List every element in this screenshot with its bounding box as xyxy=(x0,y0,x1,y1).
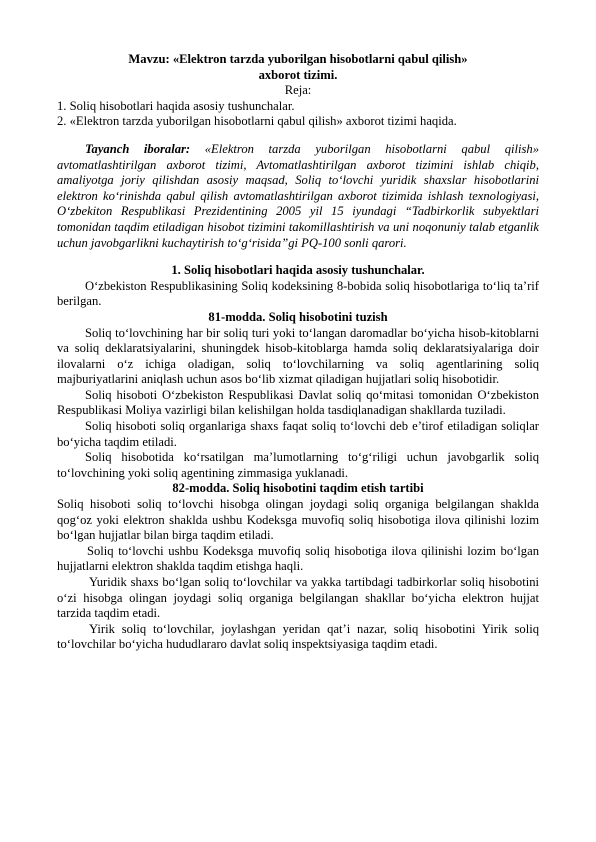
article-82-paragraph-4: Yirik soliq to‘lovchilar, joylashgan yeridan qat’i nazar, soliq hisobotini Yirik soliq to‘lovchilar bo‘yicha hududlararo davlat soliq inspektsiyasiga taqdim etadi. xyxy=(57,621,539,652)
spacer xyxy=(57,130,539,142)
plan-item-1: 1. Soliq hisobotlari haqida asosiy tushunchalar. xyxy=(57,98,295,113)
keywords-paragraph xyxy=(57,142,539,251)
article-81-paragraph-1: Soliq to‘lovchining har bir soliq turi yoki to‘langan daromadlar bo‘yicha hisob-kitoblarni va soliq deklaratsiyalarini, shuningdek hisob-kitoblarga hamda soliq deklaratsiyalariga doir ilovalarni o‘z ichiga oladigan, soliq to‘lovchilarning va soliq agentlarining soliq majburiyatlarini aniqlash uchun asos bo‘lib xizmat qiladigan hujjatlari soliq hisobotidir. xyxy=(57,325,539,387)
spacer xyxy=(57,251,539,263)
document-page xyxy=(57,52,539,653)
article-82-paragraph-1: Soliq hisoboti soliq to‘lovchi hisobga olingan joydagi soliq organiga belgilangan shaklda qog‘oz yoki elektron shaklda ushbu Kodeksga muvofiq soliq hisobotiga ilova qilinishi lozim bo‘lgan hujjatlar bilan birga taqdim etiladi. xyxy=(57,497,539,543)
plan-item-2: 2. «Elektron tarzda yuborilgan hisobotlarni qabul qilish» axborot tizimi haqida. xyxy=(57,114,457,129)
article-82-paragraph-2: Soliq to‘lovchi ushbu Kodeksga muvofiq soliq hisobotiga ilova qilinishi lozim bo‘lgan hujjatlarni elektron shaklda taqdim etishga haqli. xyxy=(57,543,539,574)
document-title-line-1: Mavzu: «Elektron tarzda yuborilgan hisobotlarni qabul qilish» xyxy=(128,52,468,66)
plan-heading: Reja: xyxy=(284,83,312,98)
keywords-text: «Elektron tarzda yuborilgan hisobotlarni qabul qilish» avtomatlashtirilgan axborot tizimi, Avtomatlashtirilgan axborot tizimini ishlab chiqib, amaliyotga joriy qilishdan asosiy maqsad, Soliq to‘lovchi yuridik shaxslar hisobotlarini elektron ko‘rinishda qabul qilish avtomatlashtirilgan axborot tizimida ishlash texnologiyasi, O‘zbekiton Respublikasi Prezidentining 2005 yil 15 iyundagi “Tadbirkorlik subyektlari tomonidan taqdim etiladigan hisobot tizimini takomillashtirish va uni noqonuniy talab etganlik uchun javobgarlikni kuchaytirish to‘g‘risida”gi PQ-100 sonli qarori. xyxy=(57,141,539,250)
section-1-intro: O‘zbekiston Respublikasining Soliq kodeksining 8-bobida soliq hisobotlariga to‘liq ta’rif berilgan. xyxy=(57,278,539,309)
document-title-line-2: axborot tizimi. xyxy=(258,67,338,82)
keywords-label: Tayanch iboralar: xyxy=(85,141,191,156)
article-81-heading: 81-modda. Soliq hisobotini tuzish xyxy=(208,309,388,324)
article-81-paragraph-3: Soliq hisoboti soliq organlariga shaxs faqat soliq to‘lovchi deb e’tirof etiladigan soliqlar bo‘yicha taqdim etiladi. xyxy=(57,419,539,449)
article-82-paragraph-3: Yuridik shaxs bo‘lgan soliq to‘lovchilar va yakka tartibdagi tadbirkorlar soliq hisobotini o‘zi hisobga olingan joydagi soliq organiga belgilangan shakllar bo‘yicha elektron hujjat tarzida taqdim etadi. xyxy=(57,575,539,621)
article-81-paragraph-2: Soliq hisoboti O‘zbekiston Respublikasi Davlat soliq qo‘mitasi tomonidan O‘zbekiston Respublikasi Moliya vazirligi bilan kelishilgan holda tasdiqlanadigan shakllarda tuziladi. xyxy=(57,387,539,418)
article-81-paragraph-4: Soliq hisobotida ko‘rsatilgan ma’lumotlarning to‘g‘riligi uchun javobgarlik soliq to‘lovchining yoki soliq agentining zimmasiga yuklanadi. xyxy=(57,450,539,480)
article-82-heading: 82-modda. Soliq hisobotini taqdim etish tartibi xyxy=(172,481,424,496)
section-1-heading: 1. Soliq hisobotlari haqida asosiy tushunchalar. xyxy=(171,263,425,278)
